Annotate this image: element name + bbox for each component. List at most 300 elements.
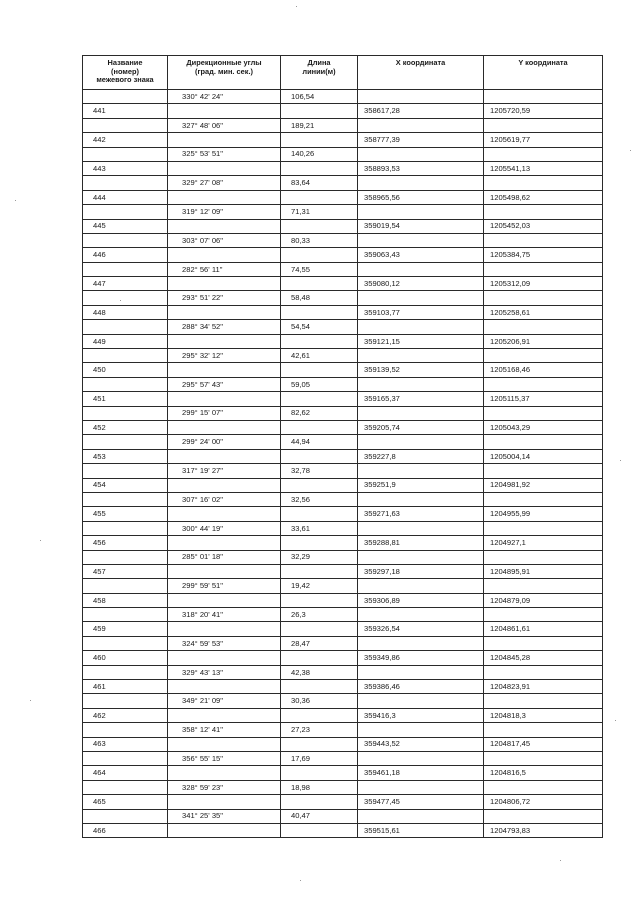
cell-angle: 295° 57' 43" bbox=[168, 377, 281, 391]
cell-point-name: 462 bbox=[83, 708, 168, 722]
cell-length: 82,62 bbox=[281, 406, 358, 420]
cell-point-name bbox=[83, 320, 168, 334]
cell-angle: 324° 59' 53" bbox=[168, 636, 281, 650]
cell-x: 359080,12 bbox=[358, 277, 484, 291]
cell-y: 1204816,5 bbox=[484, 766, 603, 780]
cell-y bbox=[484, 579, 603, 593]
cell-length bbox=[281, 219, 358, 233]
cell-point-name bbox=[83, 608, 168, 622]
table-row-point bbox=[83, 248, 603, 262]
table-row-point bbox=[83, 622, 603, 636]
cell-point-name bbox=[83, 521, 168, 535]
table-row-point bbox=[83, 536, 603, 550]
cell-point-name: 447 bbox=[83, 277, 168, 291]
table-row-point bbox=[83, 795, 603, 809]
cell-x: 359205,74 bbox=[358, 420, 484, 434]
cell-length: 17,69 bbox=[281, 751, 358, 765]
cell-y: 1204981,92 bbox=[484, 478, 603, 492]
table-row-point bbox=[83, 478, 603, 492]
cell-y: 1204817,45 bbox=[484, 737, 603, 751]
cell-point-name: 466 bbox=[83, 823, 168, 837]
cell-x: 358777,39 bbox=[358, 133, 484, 147]
cell-angle bbox=[168, 277, 281, 291]
cell-y: 1205043,29 bbox=[484, 420, 603, 434]
cell-x bbox=[358, 694, 484, 708]
cell-point-name bbox=[83, 464, 168, 478]
cell-length: 54,54 bbox=[281, 320, 358, 334]
cell-y: 1204793,83 bbox=[484, 823, 603, 837]
cell-length: 42,61 bbox=[281, 349, 358, 363]
cell-y: 1205258,61 bbox=[484, 305, 603, 319]
cell-y bbox=[484, 665, 603, 679]
cell-x bbox=[358, 636, 484, 650]
cell-angle: 356° 55' 15" bbox=[168, 751, 281, 765]
table-row-point bbox=[83, 104, 603, 118]
cell-angle bbox=[168, 334, 281, 348]
scan-speck bbox=[300, 880, 301, 881]
cell-x: 359297,18 bbox=[358, 564, 484, 578]
cell-x bbox=[358, 780, 484, 794]
scan-speck bbox=[615, 720, 616, 721]
cell-x: 359251,9 bbox=[358, 478, 484, 492]
cell-length: 40,47 bbox=[281, 809, 358, 823]
cell-y: 1204845,28 bbox=[484, 651, 603, 665]
table-header-row bbox=[83, 56, 603, 90]
cell-point-name bbox=[83, 176, 168, 190]
cell-length bbox=[281, 622, 358, 636]
cell-length bbox=[281, 449, 358, 463]
cell-x: 359103,77 bbox=[358, 305, 484, 319]
cell-point-name bbox=[83, 550, 168, 564]
table-row-point bbox=[83, 823, 603, 837]
cell-length bbox=[281, 478, 358, 492]
cell-x: 359165,37 bbox=[358, 392, 484, 406]
cell-y: 1205206,91 bbox=[484, 334, 603, 348]
cell-length: 19,42 bbox=[281, 579, 358, 593]
cell-length bbox=[281, 334, 358, 348]
cell-x bbox=[358, 809, 484, 823]
cell-y bbox=[484, 492, 603, 506]
cell-point-name bbox=[83, 809, 168, 823]
cell-x: 359443,52 bbox=[358, 737, 484, 751]
cell-point-name bbox=[83, 349, 168, 363]
cell-y bbox=[484, 636, 603, 650]
cell-point-name: 457 bbox=[83, 564, 168, 578]
cell-y bbox=[484, 780, 603, 794]
table-row-line bbox=[83, 809, 603, 823]
table-row-point bbox=[83, 564, 603, 578]
table-row-line bbox=[83, 665, 603, 679]
table-row-line bbox=[83, 435, 603, 449]
cell-point-name: 459 bbox=[83, 622, 168, 636]
cell-length: 28,47 bbox=[281, 636, 358, 650]
cell-x bbox=[358, 90, 484, 104]
cell-length bbox=[281, 248, 358, 262]
table-row-point bbox=[83, 708, 603, 722]
cell-x bbox=[358, 233, 484, 247]
cell-point-name bbox=[83, 636, 168, 650]
cell-y bbox=[484, 147, 603, 161]
table-row-line bbox=[83, 205, 603, 219]
cell-x bbox=[358, 406, 484, 420]
cell-angle bbox=[168, 766, 281, 780]
cell-y: 1204895,91 bbox=[484, 564, 603, 578]
cell-length bbox=[281, 392, 358, 406]
cell-y: 1204806,72 bbox=[484, 795, 603, 809]
cell-angle: 295° 32' 12" bbox=[168, 349, 281, 363]
cell-length bbox=[281, 823, 358, 837]
cell-y: 1205619,77 bbox=[484, 133, 603, 147]
cell-point-name: 455 bbox=[83, 507, 168, 521]
cell-y bbox=[484, 291, 603, 305]
cell-y: 1205115,37 bbox=[484, 392, 603, 406]
table-row-point bbox=[83, 334, 603, 348]
cell-point-name bbox=[83, 147, 168, 161]
cell-length: 30,36 bbox=[281, 694, 358, 708]
cell-angle: 358° 12' 41" bbox=[168, 723, 281, 737]
table-row-line bbox=[83, 521, 603, 535]
cell-y: 1204861,61 bbox=[484, 622, 603, 636]
cell-x bbox=[358, 291, 484, 305]
cell-y: 1205004,14 bbox=[484, 449, 603, 463]
cell-length bbox=[281, 363, 358, 377]
cell-x bbox=[358, 349, 484, 363]
cell-y bbox=[484, 205, 603, 219]
cell-length bbox=[281, 507, 358, 521]
table-row-line bbox=[83, 377, 603, 391]
table-row-line bbox=[83, 90, 603, 104]
cell-point-name: 458 bbox=[83, 593, 168, 607]
cell-length: 27,23 bbox=[281, 723, 358, 737]
cell-x: 358893,53 bbox=[358, 161, 484, 175]
cell-length: 32,56 bbox=[281, 492, 358, 506]
table-row-point bbox=[83, 680, 603, 694]
cell-x bbox=[358, 723, 484, 737]
cell-x bbox=[358, 492, 484, 506]
cell-point-name: 446 bbox=[83, 248, 168, 262]
table-row-line bbox=[83, 118, 603, 132]
cell-y: 1204818,3 bbox=[484, 708, 603, 722]
cell-x bbox=[358, 665, 484, 679]
cell-length bbox=[281, 277, 358, 291]
cell-y bbox=[484, 406, 603, 420]
scan-speck bbox=[296, 6, 297, 7]
cell-angle: 349° 21' 09" bbox=[168, 694, 281, 708]
cell-y bbox=[484, 262, 603, 276]
cell-angle bbox=[168, 737, 281, 751]
cell-length: 58,48 bbox=[281, 291, 358, 305]
header-x-coordinate: X координата bbox=[358, 56, 484, 90]
cell-angle bbox=[168, 680, 281, 694]
cell-angle: 319° 12' 09" bbox=[168, 205, 281, 219]
table-row-point bbox=[83, 392, 603, 406]
cell-angle: 299° 15' 07" bbox=[168, 406, 281, 420]
table-row-point bbox=[83, 219, 603, 233]
cell-y bbox=[484, 349, 603, 363]
cell-angle bbox=[168, 248, 281, 262]
cell-y: 1205720,59 bbox=[484, 104, 603, 118]
table-row-line bbox=[83, 608, 603, 622]
cell-point-name: 442 bbox=[83, 133, 168, 147]
table-row-point bbox=[83, 305, 603, 319]
header-point-name: Название (номер) межевого знака bbox=[83, 56, 168, 90]
cell-length bbox=[281, 680, 358, 694]
cell-angle bbox=[168, 708, 281, 722]
cell-x: 359461,18 bbox=[358, 766, 484, 780]
table-row-point bbox=[83, 737, 603, 751]
cell-length bbox=[281, 104, 358, 118]
cell-point-name: 463 bbox=[83, 737, 168, 751]
cell-point-name bbox=[83, 262, 168, 276]
cell-point-name: 449 bbox=[83, 334, 168, 348]
cell-length: 32,78 bbox=[281, 464, 358, 478]
cell-angle: 328° 59' 23" bbox=[168, 780, 281, 794]
cell-x bbox=[358, 118, 484, 132]
table-row-point bbox=[83, 420, 603, 434]
cell-x: 359227,8 bbox=[358, 449, 484, 463]
cell-x: 359271,63 bbox=[358, 507, 484, 521]
table-row-line bbox=[83, 320, 603, 334]
table-row-line bbox=[83, 694, 603, 708]
cell-x: 359306,89 bbox=[358, 593, 484, 607]
header-direction-angle: Дирекционные углы (град. мин. сек.) bbox=[168, 56, 281, 90]
cell-y bbox=[484, 435, 603, 449]
cell-point-name: 450 bbox=[83, 363, 168, 377]
cell-x: 359349,86 bbox=[358, 651, 484, 665]
cell-length bbox=[281, 593, 358, 607]
cell-angle: 317° 19' 27" bbox=[168, 464, 281, 478]
cell-y bbox=[484, 809, 603, 823]
cell-point-name: 451 bbox=[83, 392, 168, 406]
cell-point-name bbox=[83, 780, 168, 794]
cell-length: 71,31 bbox=[281, 205, 358, 219]
cell-angle bbox=[168, 795, 281, 809]
cell-x bbox=[358, 435, 484, 449]
table-row-point bbox=[83, 190, 603, 204]
cell-point-name: 445 bbox=[83, 219, 168, 233]
cell-angle bbox=[168, 564, 281, 578]
cell-length: 140,26 bbox=[281, 147, 358, 161]
cell-length: 59,05 bbox=[281, 377, 358, 391]
cell-x bbox=[358, 521, 484, 535]
cell-point-name: 453 bbox=[83, 449, 168, 463]
cell-point-name bbox=[83, 118, 168, 132]
table-row-point bbox=[83, 651, 603, 665]
table-row-point bbox=[83, 133, 603, 147]
cell-x: 359139,52 bbox=[358, 363, 484, 377]
cell-y bbox=[484, 694, 603, 708]
cell-length: 42,38 bbox=[281, 665, 358, 679]
table-row-line bbox=[83, 550, 603, 564]
scan-speck bbox=[630, 150, 631, 151]
cell-length: 189,21 bbox=[281, 118, 358, 132]
table-row-point bbox=[83, 766, 603, 780]
cell-point-name: 464 bbox=[83, 766, 168, 780]
cell-point-name: 452 bbox=[83, 420, 168, 434]
cell-y bbox=[484, 90, 603, 104]
cell-angle bbox=[168, 651, 281, 665]
cell-length: 32,29 bbox=[281, 550, 358, 564]
cell-angle: 282° 56' 11" bbox=[168, 262, 281, 276]
cell-length bbox=[281, 708, 358, 722]
cell-length: 18,98 bbox=[281, 780, 358, 794]
cell-x bbox=[358, 550, 484, 564]
cell-y: 1204955,99 bbox=[484, 507, 603, 521]
cell-x bbox=[358, 205, 484, 219]
cell-x bbox=[358, 176, 484, 190]
cell-x: 359063,43 bbox=[358, 248, 484, 262]
cell-point-name bbox=[83, 751, 168, 765]
cell-x: 359477,45 bbox=[358, 795, 484, 809]
cell-length bbox=[281, 564, 358, 578]
cell-angle: 293° 51' 22" bbox=[168, 291, 281, 305]
cell-point-name bbox=[83, 723, 168, 737]
cell-x bbox=[358, 579, 484, 593]
cell-angle: 288° 34' 52" bbox=[168, 320, 281, 334]
cell-point-name bbox=[83, 291, 168, 305]
cell-x bbox=[358, 464, 484, 478]
cell-length: 106,54 bbox=[281, 90, 358, 104]
cell-x bbox=[358, 262, 484, 276]
cell-x: 359019,54 bbox=[358, 219, 484, 233]
table-row-line bbox=[83, 464, 603, 478]
cell-angle: 329° 27' 08" bbox=[168, 176, 281, 190]
cell-length bbox=[281, 420, 358, 434]
cell-x bbox=[358, 377, 484, 391]
cell-angle bbox=[168, 190, 281, 204]
cell-angle: 300° 44' 19" bbox=[168, 521, 281, 535]
scan-speck bbox=[120, 300, 121, 301]
table-row-line bbox=[83, 176, 603, 190]
scan-speck bbox=[30, 700, 31, 701]
cell-length: 83,64 bbox=[281, 176, 358, 190]
cell-length bbox=[281, 737, 358, 751]
cell-point-name: 460 bbox=[83, 651, 168, 665]
cell-point-name: 456 bbox=[83, 536, 168, 550]
cell-length: 26,3 bbox=[281, 608, 358, 622]
cell-angle: 285° 01' 18" bbox=[168, 550, 281, 564]
table-row-point bbox=[83, 363, 603, 377]
cell-x: 359515,61 bbox=[358, 823, 484, 837]
table-body bbox=[83, 90, 603, 838]
cell-y bbox=[484, 320, 603, 334]
cell-x: 359326,54 bbox=[358, 622, 484, 636]
cell-length bbox=[281, 190, 358, 204]
cell-y bbox=[484, 118, 603, 132]
cell-length bbox=[281, 766, 358, 780]
cell-angle: 341° 25' 35" bbox=[168, 809, 281, 823]
cell-angle bbox=[168, 478, 281, 492]
cell-y bbox=[484, 608, 603, 622]
cell-angle bbox=[168, 133, 281, 147]
cell-y bbox=[484, 233, 603, 247]
cell-length bbox=[281, 133, 358, 147]
cell-point-name: 454 bbox=[83, 478, 168, 492]
cell-length bbox=[281, 161, 358, 175]
cell-angle bbox=[168, 823, 281, 837]
scan-speck bbox=[40, 540, 41, 541]
table-row-point bbox=[83, 507, 603, 521]
cell-y: 1205452,03 bbox=[484, 219, 603, 233]
scan-speck bbox=[620, 460, 621, 461]
cell-point-name bbox=[83, 579, 168, 593]
cell-y: 1204823,91 bbox=[484, 680, 603, 694]
cell-angle: 330° 42' 24" bbox=[168, 90, 281, 104]
cell-point-name: 461 bbox=[83, 680, 168, 694]
cell-y: 1205541,13 bbox=[484, 161, 603, 175]
cell-length: 80,33 bbox=[281, 233, 358, 247]
scan-speck bbox=[560, 860, 561, 861]
cell-angle: 303° 07' 06" bbox=[168, 233, 281, 247]
cell-angle: 327° 48' 06" bbox=[168, 118, 281, 132]
cell-point-name bbox=[83, 406, 168, 420]
cell-x: 358965,56 bbox=[358, 190, 484, 204]
cell-y bbox=[484, 521, 603, 535]
cell-x: 359288,81 bbox=[358, 536, 484, 550]
cell-length: 74,55 bbox=[281, 262, 358, 276]
cell-length bbox=[281, 651, 358, 665]
cell-angle: 299° 59' 51" bbox=[168, 579, 281, 593]
cell-angle bbox=[168, 507, 281, 521]
cell-angle bbox=[168, 104, 281, 118]
cell-y bbox=[484, 464, 603, 478]
cell-x: 359121,15 bbox=[358, 334, 484, 348]
header-y-coordinate: Y координата bbox=[484, 56, 603, 90]
cell-length bbox=[281, 305, 358, 319]
cell-point-name: 448 bbox=[83, 305, 168, 319]
cell-y: 1205384,75 bbox=[484, 248, 603, 262]
cell-y: 1205498,62 bbox=[484, 190, 603, 204]
cell-point-name bbox=[83, 665, 168, 679]
cell-angle: 329° 43' 13" bbox=[168, 665, 281, 679]
table-row-line bbox=[83, 406, 603, 420]
cell-point-name: 441 bbox=[83, 104, 168, 118]
cell-x bbox=[358, 320, 484, 334]
cell-point-name bbox=[83, 492, 168, 506]
cell-x: 359416,3 bbox=[358, 708, 484, 722]
table-row-line bbox=[83, 780, 603, 794]
cell-point-name bbox=[83, 694, 168, 708]
cell-length: 44,94 bbox=[281, 435, 358, 449]
cell-angle bbox=[168, 449, 281, 463]
cell-y bbox=[484, 176, 603, 190]
cell-y bbox=[484, 377, 603, 391]
table-row-point bbox=[83, 449, 603, 463]
cell-angle bbox=[168, 420, 281, 434]
table-row-line bbox=[83, 579, 603, 593]
cell-point-name bbox=[83, 233, 168, 247]
table-row-line bbox=[83, 349, 603, 363]
cell-x: 359386,46 bbox=[358, 680, 484, 694]
coordinates-table bbox=[82, 55, 603, 838]
cell-angle: 299° 24' 00" bbox=[168, 435, 281, 449]
cell-point-name bbox=[83, 435, 168, 449]
cell-angle bbox=[168, 363, 281, 377]
cell-length bbox=[281, 795, 358, 809]
table-row-line bbox=[83, 723, 603, 737]
cell-length: 33,61 bbox=[281, 521, 358, 535]
cell-point-name bbox=[83, 90, 168, 104]
table-row-line bbox=[83, 233, 603, 247]
table-row-line bbox=[83, 492, 603, 506]
cell-y: 1204927,1 bbox=[484, 536, 603, 550]
cell-point-name bbox=[83, 377, 168, 391]
table-row-line bbox=[83, 751, 603, 765]
cell-point-name bbox=[83, 205, 168, 219]
cell-point-name: 443 bbox=[83, 161, 168, 175]
cell-point-name: 465 bbox=[83, 795, 168, 809]
table-row-point bbox=[83, 277, 603, 291]
